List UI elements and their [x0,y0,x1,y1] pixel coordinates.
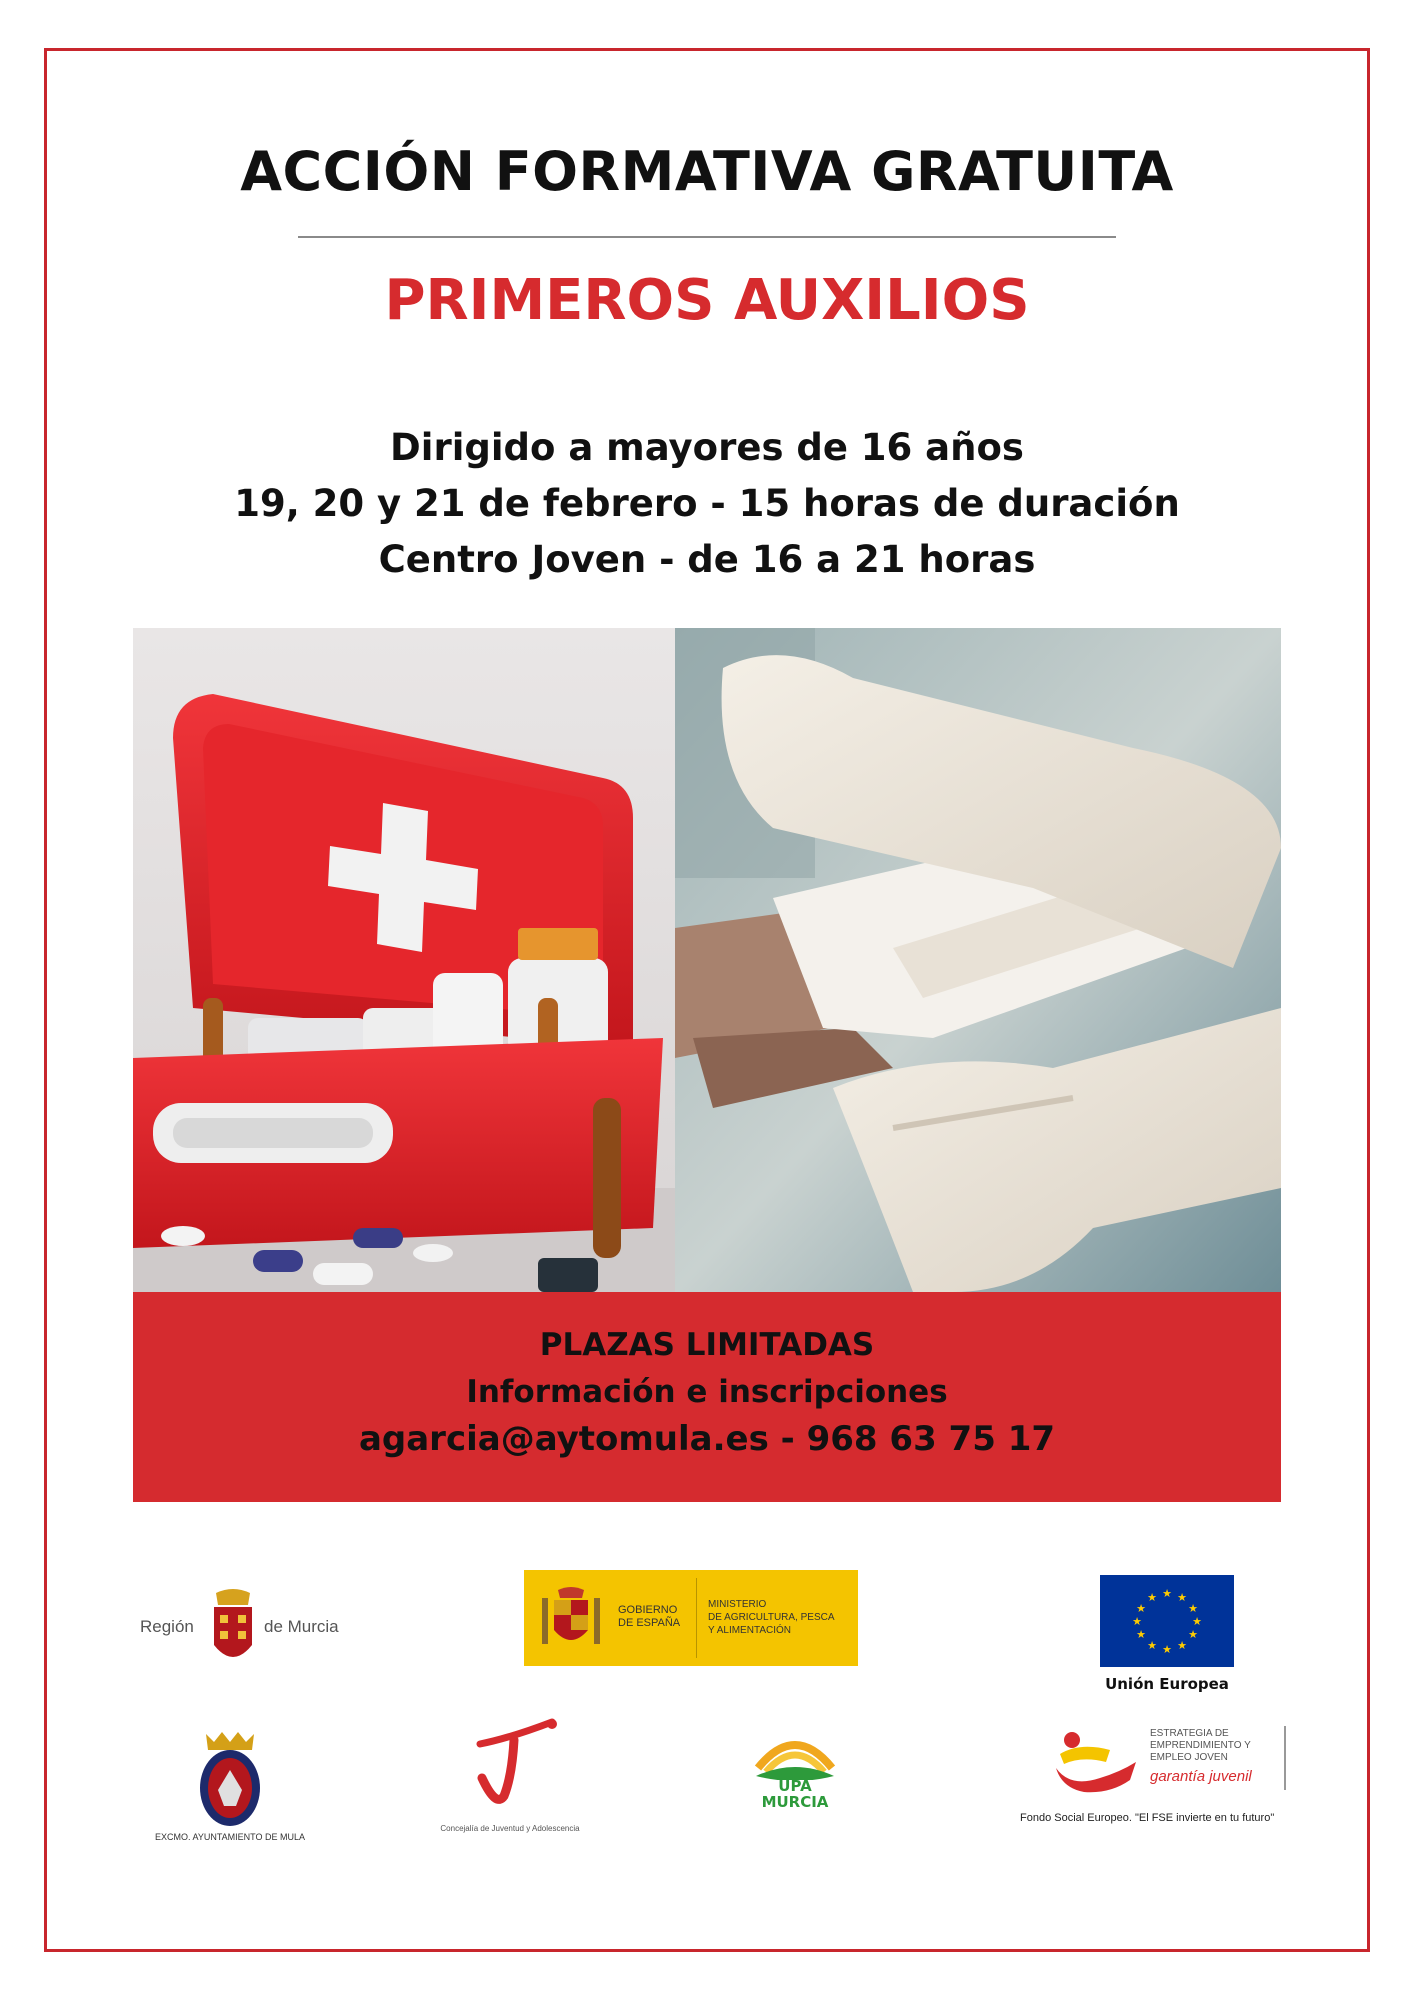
gobierno-espana-logo: GOBIERNO DE ESPAÑA MINISTERIO DE AGRICULTURA, PESCA Y ALIMENTACIÓN [524,1570,858,1666]
svg-text:★: ★ [1132,1615,1142,1628]
limited-places-text: PLAZAS LIMITADAS [539,1327,875,1363]
juventud-j-icon [470,1716,560,1816]
garantia-juvenil-logo: ESTRATEGIA DE EMPRENDIMIENTO Y EMPLEO JOVEN garantía juvenil Fondo Social Europeo. "El FSE invierte en tu futuro" [1020,1722,1320,1852]
region-murcia-crest-icon [208,1589,258,1671]
svg-text:★: ★ [1177,1591,1187,1604]
region-murcia-logo: Región de Murcia [140,1585,360,1675]
svg-text:★: ★ [1162,1587,1172,1600]
upa-wheat-icon [752,1728,838,1780]
svg-text:★: ★ [1192,1615,1202,1628]
title-divider [298,236,1116,238]
gobierno-divider [696,1578,697,1658]
audience-line: Dirigido a mayores de 16 años [390,426,1024,469]
spain-coat-of-arms-icon [538,1584,604,1652]
contact-banner [133,1292,1281,1502]
svg-text:★: ★ [1147,1591,1157,1604]
svg-text:★: ★ [1136,1602,1146,1615]
svg-text:★: ★ [1188,1628,1198,1641]
juventud-logo: Concejalía de Juventud y Adolescencia [430,1716,590,1846]
first-aid-photo [133,628,1281,1292]
first-aid-kit-photo [133,628,1281,1292]
svg-text:★: ★ [1136,1628,1146,1641]
upa-murcia-logo: UPA MURCIA [740,1728,850,1828]
course-details [0,420,1414,588]
garantia-divider [1284,1726,1286,1790]
contact-email-phone[interactable]: agarcia@aytomula.es - 968 63 75 17 [358,1419,1056,1459]
svg-text:★: ★ [1162,1643,1172,1656]
svg-text:★: ★ [1188,1602,1198,1615]
garantia-juvenil-swoosh-icon [1050,1728,1140,1798]
eu-flag-icon [1100,1575,1234,1667]
ayuntamiento-mula-logo: EXCMO. AYUNTAMIENTO DE MULA [140,1730,320,1850]
info-registration-text: Información e inscripciones [466,1374,948,1410]
venue-line: Centro Joven - de 16 a 21 horas [378,538,1036,581]
union-europea-logo: ★ ★ ★ ★ ★ ★ ★ ★ ★ ★ ★ ★ Unión Europea [1100,1575,1234,1693]
svg-text:★: ★ [1177,1639,1187,1652]
svg-text:★: ★ [1147,1639,1157,1652]
poster-subtitle: PRIMEROS AUXILIOS [384,268,1030,333]
poster-title: ACCIÓN FORMATIVA GRATUITA [240,140,1174,203]
dates-line: 19, 20 y 21 de febrero - 15 horas de duración [234,482,1180,525]
mula-crest-icon [190,1730,270,1830]
